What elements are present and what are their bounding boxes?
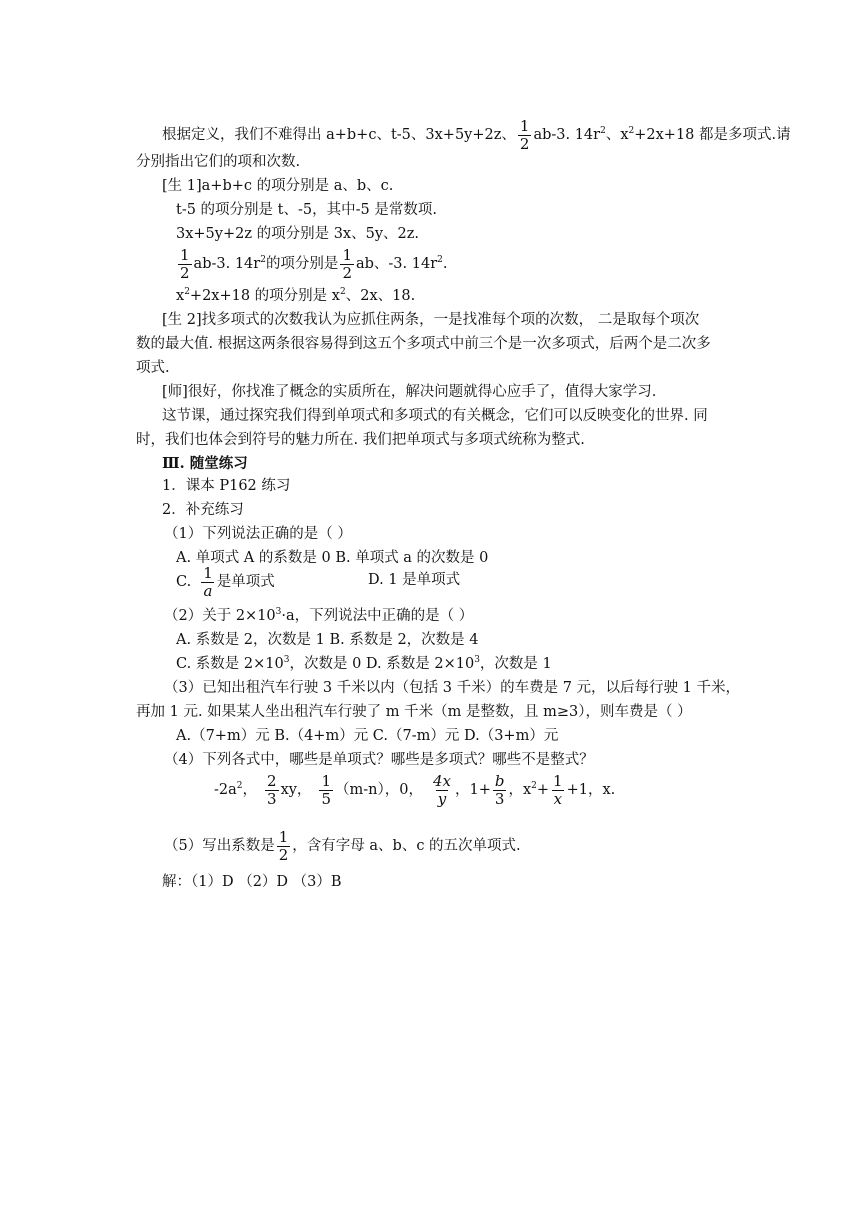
question-2-stem: （2）关于 $2\times 10^3\cdot a$，下列说法中正确的是（ ） (164, 607, 474, 624)
intro-line-2: 分别指出它们的项和次数. (136, 154, 301, 170)
student1-x2: $x^2+2x+18$ 的项分别是 $x^2$、2x、18. (176, 287, 416, 304)
question-3-options: A.（7+m）元 B.（4+m）元 C.（7-m）元 D.（3+m）元 (176, 728, 559, 744)
question-3-line-2: 再加 1 元. 如果某人坐出租汽车行驶了 m 千米（m 是整数，且 m≥3），则车费是（ ） (136, 704, 692, 720)
fraction-half: $\frac{1}{2}$ (180, 245, 190, 282)
student1-t5: t-5 的项分别是 t、-5，其中-5 是常数项. (176, 202, 437, 218)
question-1-option-c: C. $\frac{1}{a}$ 是单项式 (176, 563, 275, 600)
question-2-options-ab: A. 系数是 2，次数是 1 B. 系数是 2，次数是 4 (176, 632, 479, 648)
intro-line-1: 根据定义，我们不难得出 a+b+c、t-5、3x+5y+2z、 $\frac{1}{2}$ ab-3. $14r^2$、$x^2+2x+18$ 都是多项式.请 (162, 116, 791, 153)
answer-line: 解：（1）D （2）D （3）B (162, 874, 342, 890)
question-1-options-ab: A. 单项式 A 的系数是 0 B. 单项式 a 的次数是 0 (176, 550, 489, 566)
student1-line: [生 1]a+b+c 的项分别是 a、b、c. (162, 178, 394, 194)
summary-line-2: 时，我们也体会到符号的魅力所在. 我们把单项式与多项式统称为整式. (136, 432, 585, 448)
student1-3x: 3x+5y+2z 的项分别是 3x、5y、2z. (176, 226, 419, 242)
student1-ab: $\frac{1}{2}$ ab-3. $14r^2$的项分别是 $\frac{1}{2}$ ab、-3. $14r^2$. (180, 245, 448, 282)
question-4-stem: （4）下列各式中，哪些是单项式？哪些是多项式？哪些不是整式？ (164, 752, 594, 768)
question-2-options-cd: C. 系数是 $2\times 10^3$，次数是 0 D. 系数是 $2\times 10^3$，次数是 1 (176, 655, 552, 672)
question-3-line-1: （3）已知出租汽车行驶 3 千米以内（包括 3 千米）的车费是 7 元，以后每行驶 1 千米， (164, 680, 740, 696)
fraction-half: $\frac{1}{2}$ (278, 827, 289, 864)
question-4-expressions: $-2a^2$， $\frac{2}{3}$ xy， $\frac{1}{5}$ （m-n），0， $\frac{4x}{y}$ ，1+ $\frac{b}{3}$ ，$x^2+$ $\frac{1}{x}$ +1，x. (214, 771, 616, 808)
fraction-half: $\frac{1}{2}$ (342, 245, 352, 282)
student2-line-1: [生 2]找多项式的次数我认为应抓住两条，一是找准每个项的次数， 二是取每个项次 (162, 312, 700, 328)
fraction-4x-y: $\frac{4x}{y}$ (432, 771, 451, 808)
fraction-1-5: $\frac{1}{5}$ (321, 771, 331, 808)
question-1-option-d: D. 1 是单项式 (368, 572, 461, 588)
student2-line-2: 数的最大值. 根据这两条很容易得到这五个多项式中前三个是一次多项式，后两个是二次多 (136, 336, 711, 352)
practice-item-2: 2．补充练习 (162, 502, 244, 518)
teacher-line: [师]很好，你找准了概念的实质所在，解决问题就得心应手了，值得大家学习. (162, 384, 657, 400)
fraction-2-3: $\frac{2}{3}$ (267, 771, 277, 808)
question-1-stem: （1）下列说法正确的是（ ） (164, 526, 352, 542)
summary-line-1: 这节课，通过探究我们得到单项式和多项式的有关概念，它们可以反映变化的世界. 同 (162, 408, 708, 424)
fraction-1-over-a: $\frac{1}{a}$ (203, 563, 213, 600)
question-5: （5）写出系数是 $\frac{1}{2}$ ，含有字母 a、b、c 的五次单项式. (164, 827, 521, 864)
student2-line-3: 项式. (136, 360, 170, 376)
fraction-half: $\frac{1}{2}$ (519, 116, 530, 153)
section-title: Ⅲ. 随堂练习 (162, 455, 248, 472)
fraction-1-x: $\frac{1}{x}$ (553, 771, 563, 808)
practice-item-1: 1．课本 P162 练习 (162, 478, 291, 494)
fraction-b-3: $\frac{b}{3}$ (494, 771, 505, 808)
